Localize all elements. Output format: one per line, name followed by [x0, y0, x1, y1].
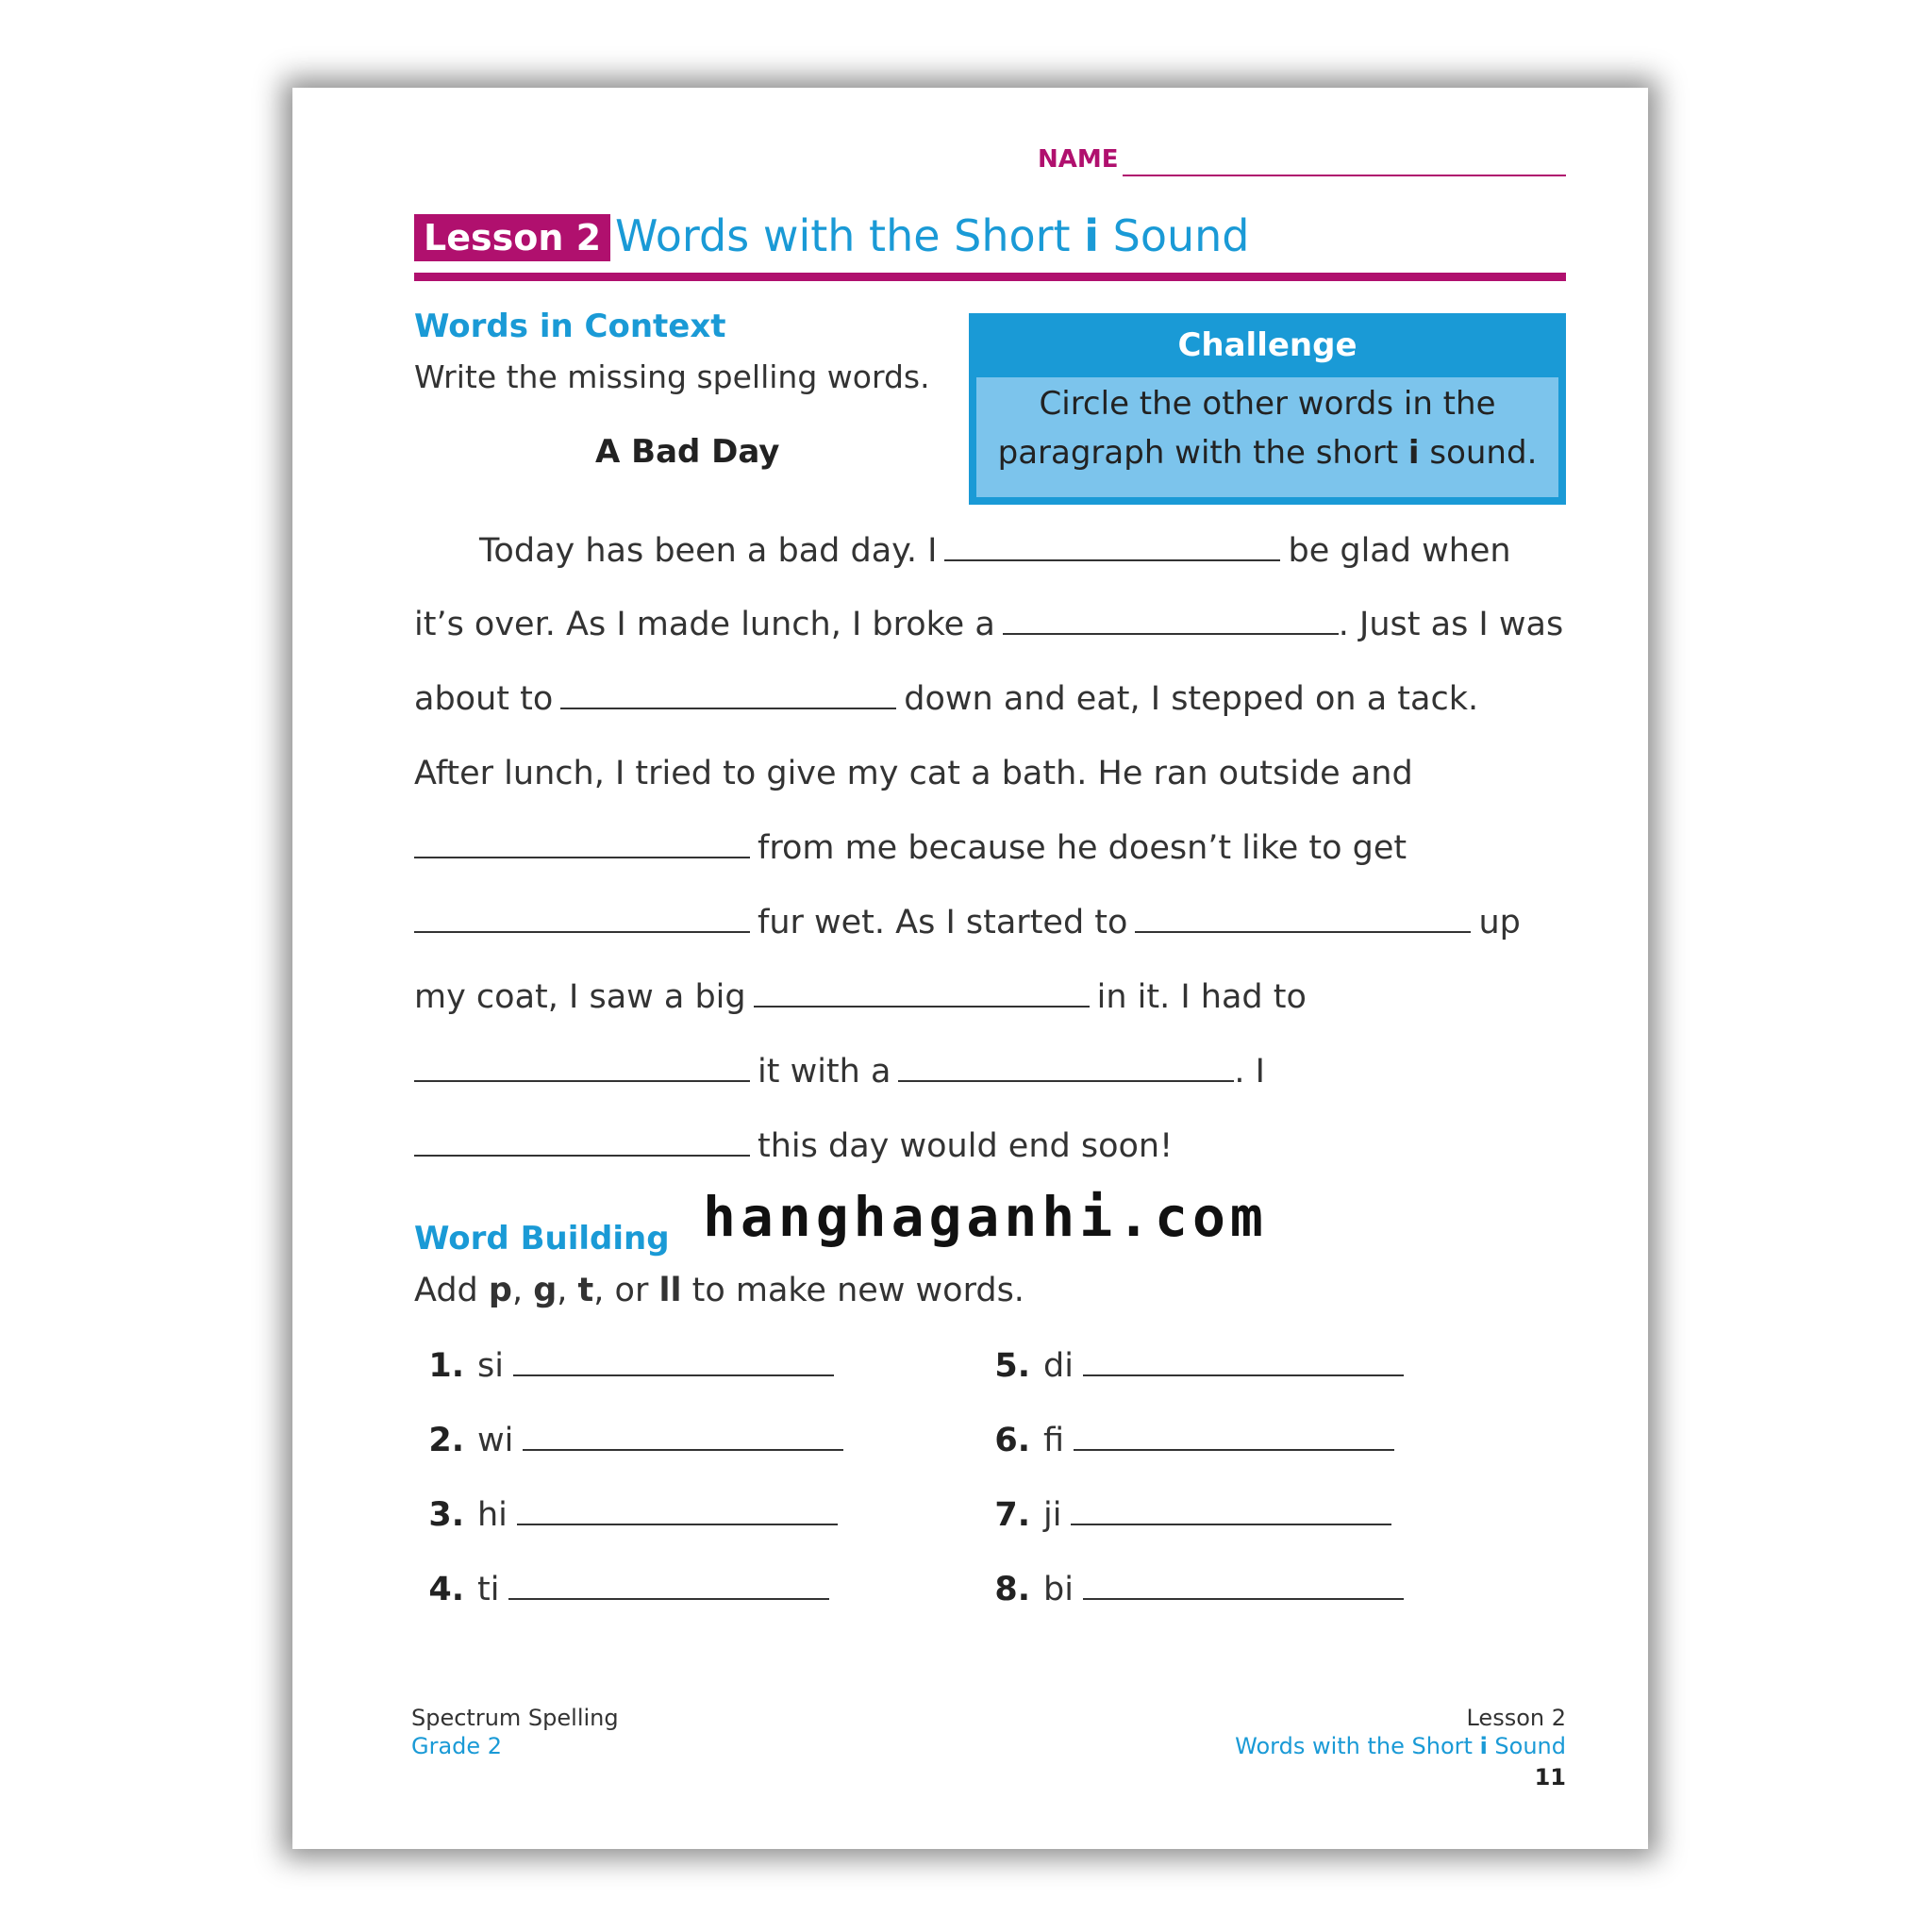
para-text: . Just as I was — [1338, 606, 1564, 643]
wb-num: 8. — [994, 1571, 1030, 1608]
para-text: fur wet. As I started to — [758, 904, 1128, 941]
wb-answer-blank[interactable] — [1074, 1421, 1394, 1451]
para-line-8 — [414, 1051, 1265, 1092]
wb-answer-blank[interactable] — [513, 1346, 834, 1376]
challenge-line-1: Circle the other words in the — [1039, 385, 1496, 423]
answer-blank[interactable] — [898, 1052, 1234, 1082]
wb-answer-blank[interactable] — [508, 1570, 829, 1600]
para-line-7 — [414, 976, 1307, 1018]
para-line-6 — [414, 902, 1521, 943]
para-text: After lunch, I tried to give my cat a bath. He ran outside and — [414, 755, 1413, 792]
wb-stem: di — [1043, 1347, 1074, 1385]
wb-letter-t: t — [577, 1272, 594, 1309]
para-text: down and eat, I stepped on a tack. — [904, 680, 1479, 718]
header-rule — [414, 273, 1566, 281]
footer-lesson-title — [1235, 1731, 1566, 1761]
wb-answer-blank[interactable] — [1083, 1346, 1404, 1376]
wb-letter-p: p — [488, 1272, 512, 1309]
wb-letter-ll: ll — [658, 1272, 682, 1309]
answer-blank[interactable] — [1135, 903, 1471, 933]
wb-stem: fi — [1043, 1422, 1065, 1459]
wb-sep: , or — [593, 1272, 659, 1309]
para-text: my coat, I saw a big — [414, 978, 746, 1016]
answer-blank[interactable] — [1003, 605, 1339, 635]
word-building-heading: Word Building — [414, 1220, 670, 1257]
wb-stem: wi — [477, 1422, 514, 1459]
page-number: 11 — [1534, 1764, 1566, 1790]
wb-num: 5. — [994, 1347, 1030, 1385]
wb-item-2 — [425, 1420, 843, 1461]
wb-stem: ti — [477, 1571, 500, 1608]
wb-item-6 — [991, 1420, 1394, 1461]
para-text: . I — [1234, 1053, 1265, 1091]
lesson-title — [615, 208, 1249, 264]
challenge-line-2-post: sound. — [1419, 434, 1538, 472]
name-line — [1123, 175, 1566, 176]
wb-answer-blank[interactable] — [523, 1421, 843, 1451]
watermark-text: hanghaganhi.com — [703, 1185, 1268, 1249]
name-label: NAME — [1038, 145, 1119, 174]
footer-title-letter: i — [1479, 1733, 1488, 1759]
wb-num: 6. — [994, 1422, 1030, 1459]
challenge-box — [969, 313, 1566, 505]
wb-num: 1. — [428, 1347, 464, 1385]
lesson-tag: Lesson 2 — [414, 214, 610, 261]
wb-letter-g: g — [533, 1272, 558, 1309]
footer-book-title: Spectrum Spelling — [411, 1705, 619, 1731]
challenge-title: Challenge — [1177, 326, 1357, 364]
challenge-line-2-pre: paragraph with the short — [997, 434, 1408, 472]
para-text: Today has been a bad day. I — [479, 532, 938, 570]
footer-title-pre: Words with the Short — [1235, 1733, 1480, 1759]
wb-answer-blank[interactable] — [517, 1495, 838, 1525]
wb-sep: , — [511, 1272, 534, 1309]
challenge-body — [976, 377, 1558, 497]
answer-blank[interactable] — [414, 903, 750, 933]
wb-answer-blank[interactable] — [1071, 1495, 1391, 1525]
para-line-2 — [414, 604, 1563, 645]
para-text: it’s over. As I made lunch, I broke a — [414, 606, 995, 643]
para-line-4 — [414, 753, 1413, 794]
footer-title-post: Sound — [1487, 1733, 1566, 1759]
story-title: A Bad Day — [595, 433, 780, 471]
lesson-title-pre: Words with the Short — [615, 210, 1085, 261]
answer-blank[interactable] — [944, 531, 1280, 561]
footer-lesson: Lesson 2 — [1466, 1705, 1566, 1731]
para-text: be glad when — [1288, 532, 1511, 570]
wb-num: 3. — [428, 1496, 464, 1534]
answer-blank[interactable] — [754, 977, 1090, 1008]
wb-num: 4. — [428, 1571, 464, 1608]
word-building-instruction — [414, 1272, 1024, 1309]
wb-stem: bi — [1043, 1571, 1074, 1608]
para-line-1 — [479, 530, 1511, 572]
wb-item-8 — [991, 1569, 1404, 1610]
wb-item-4 — [425, 1569, 829, 1610]
footer-grade: Grade 2 — [411, 1733, 503, 1759]
para-text: up — [1478, 904, 1521, 941]
challenge-line-2 — [976, 428, 1558, 477]
para-line-9 — [414, 1125, 1173, 1167]
para-text: about to — [414, 680, 554, 718]
answer-blank[interactable] — [560, 679, 896, 709]
para-text: from me because he doesn’t like to get — [758, 829, 1407, 867]
wb-item-3 — [425, 1494, 838, 1536]
wb-stem: si — [477, 1347, 504, 1385]
answer-blank[interactable] — [414, 1126, 750, 1157]
lesson-title-letter: i — [1084, 210, 1099, 261]
words-in-context-heading: Words in Context — [414, 308, 726, 345]
wb-answer-blank[interactable] — [1083, 1570, 1404, 1600]
wb-sep: , — [557, 1272, 578, 1309]
para-line-3 — [414, 678, 1478, 720]
name-field[interactable] — [1038, 142, 1566, 179]
wb-item-5 — [991, 1345, 1404, 1387]
wb-instr-post: to make new words. — [681, 1272, 1024, 1309]
wb-item-7 — [991, 1494, 1391, 1536]
answer-blank[interactable] — [414, 828, 750, 858]
wb-stem: hi — [477, 1496, 508, 1534]
para-text: this day would end soon! — [758, 1127, 1174, 1165]
para-text: in it. I had to — [1096, 978, 1307, 1016]
para-text: it with a — [758, 1053, 891, 1091]
wb-stem: ji — [1043, 1496, 1062, 1534]
wb-item-1 — [425, 1345, 834, 1387]
lesson-title-post: Sound — [1099, 210, 1250, 261]
challenge-line-2-letter: i — [1407, 434, 1420, 472]
para-line-5 — [414, 827, 1407, 869]
wb-num: 7. — [994, 1496, 1030, 1534]
answer-blank[interactable] — [414, 1052, 750, 1082]
wb-instr-pre: Add — [414, 1272, 489, 1309]
wb-num: 2. — [428, 1422, 464, 1459]
context-instruction: Write the missing spelling words. — [414, 358, 930, 395]
